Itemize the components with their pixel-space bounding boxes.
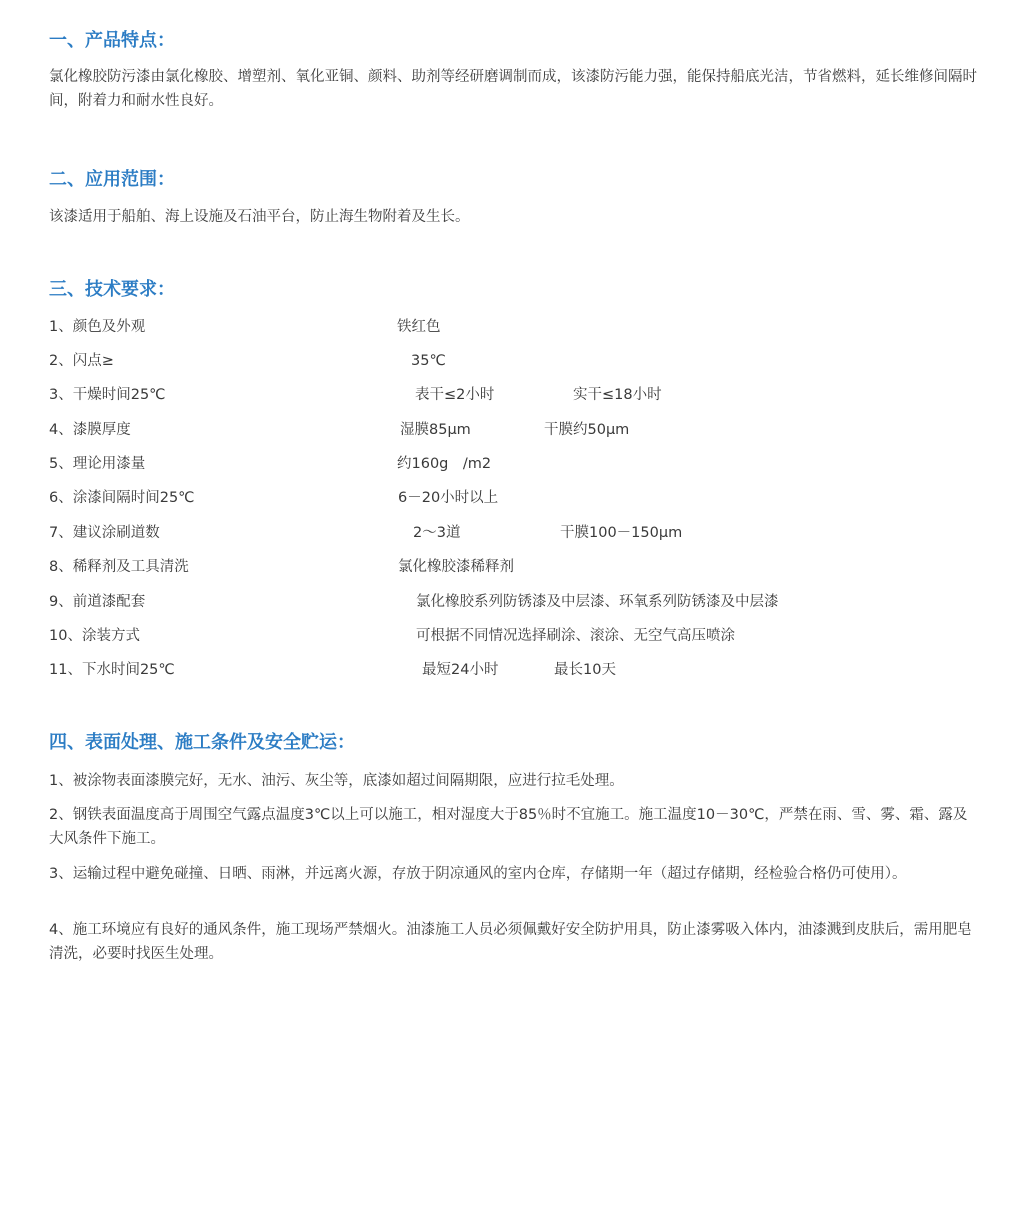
spec-row [49,522,989,544]
section-4-item-1: 1、被涂物表面漆膜完好，无水、油污、灰尘等，底漆如超过间隔期限，应进行拉毛处理。 [49,773,624,789]
spec-label: 10、涂装方式 [49,628,140,644]
section-2-paragraph: 该漆适用于船舶、海上设施及石油平台，防止海生物附着及生长。 [49,209,470,225]
spec-value: 2～3道 [413,525,461,541]
spec-label: 7、建议涂刷道数 [49,525,160,541]
spec-row [49,419,989,441]
spec-extra: 最长10天 [554,662,616,678]
section-4-heading: 四、表面处理、施工条件及安全贮运： [49,732,355,753]
spec-row [49,487,989,509]
section-4-item-2: 2、钢铁表面温度高于周围空气露点温度3℃以上可以施工，相对湿度大于85％时不宜施工。施工温度10－30℃，严禁在雨、雪、雾、霜、露及大风条件下施工。 [49,807,968,847]
spec-row [49,556,989,578]
section-4-item-4: 4、施工环境应有良好的通风条件，施工现场严禁烟火。油漆施工人员必须佩戴好安全防护用具，防止漆雾吸入体内，油漆溅到皮肤后，需用肥皂清洗，必要时找医生处理。 [49,922,972,962]
section-4-item-3: 3、运输过程中避免碰撞、日晒、雨淋，并远离火源，存放于阴凉通风的室内仓库，存储期一年（超过存储期，经检验合格仍可使用）。 [49,866,907,882]
spec-label: 9、前道漆配套 [49,594,146,610]
spec-value: 约160g /m2 [397,456,492,472]
spec-value: 表干≤2小时 [415,387,495,403]
section-2-heading: 二、应用范围： [49,169,175,190]
spec-label: 4、漆膜厚度 [49,422,131,438]
spec-row [49,384,989,406]
spec-value: 氯化橡胶系列防锈漆及中层漆、环氧系列防锈漆及中层漆 [416,594,779,610]
spec-extra: 实干≤18小时 [573,387,662,403]
spec-value: 35℃ [411,353,446,369]
spec-value: 可根据不同情况选择刷涂、滚涂、无空气高压喷涂 [416,628,735,644]
section-1-paragraph: 氯化橡胶防污漆由氯化橡胶、增塑剂、氧化亚铜、颜料、助剂等经研磨调制而成，该漆防污能力强，能保持船底光洁，节省燃料，延长维修间隔时间，附着力和耐水性良好。 [49,69,977,109]
spec-label: 1、颜色及外观 [49,319,146,335]
spec-value: 氯化橡胶漆稀释剂 [398,559,514,575]
spec-row [49,659,989,681]
spec-row [49,350,989,372]
spec-label: 5、理论用漆量 [49,456,146,472]
spec-label: 8、稀释剂及工具清洗 [49,559,189,575]
spec-value: 湿膜85μm [400,422,471,438]
spec-value: 6－20小时以上 [398,490,499,506]
spec-label: 3、干燥时间25℃ [49,387,166,403]
section-1-heading: 一、产品特点： [49,30,175,51]
spec-row [49,591,989,613]
section-3-heading: 三、技术要求： [49,279,175,300]
spec-extra: 干膜约50μm [544,422,630,438]
spec-row [49,453,989,475]
spec-extra: 干膜100－150μm [560,525,683,541]
spec-label: 6、涂漆间隔时间25℃ [49,490,195,506]
spec-value: 铁红色 [397,319,441,335]
spec-label: 11、下水时间25℃ [49,662,175,678]
spec-row [49,316,989,338]
spec-row [49,625,989,647]
spec-label: 2、闪点≥ [49,353,114,369]
spec-value: 最短24小时 [422,662,499,678]
